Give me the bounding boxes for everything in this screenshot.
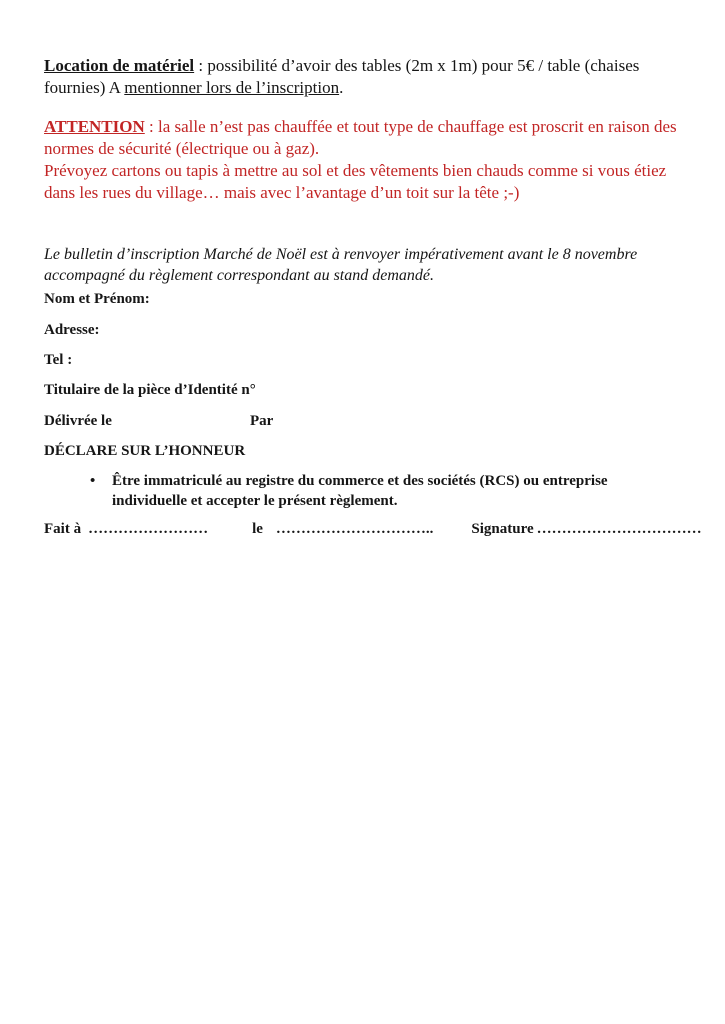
bullet-item <box>44 471 668 511</box>
field-phone-label: Tel : <box>44 352 73 368</box>
field-name-label: Nom et Prénom: <box>44 291 150 307</box>
notice-paragraph <box>44 244 694 286</box>
bullet-marker: • <box>90 473 96 489</box>
warning-sentence-2: Prévoyez cartons ou tapis à mettre au sol et des vêtements bien chauds comme si vous étiez dans les rues du village… mais avec l’avantage d’un toit sur la tête ;-) <box>44 161 667 202</box>
warning-sentence-1: : la salle n’est pas chauffée et tout type de chauffage est proscrit en raison des normes de sécurité (électrique ou à gaz). <box>44 117 677 158</box>
bullet-text: Être immatriculé au registre du commerce et des sociétés (RCS) ou entreprise individuelle et accepter le présent règlement. <box>112 473 608 509</box>
signature-line <box>44 521 702 538</box>
intro-title: Location de matériel <box>44 56 195 75</box>
field-issued-by-label: Par <box>250 413 274 429</box>
intro-underlined-phrase: mentionner lors de l’inscription <box>124 78 340 97</box>
signature-label: Signature <box>471 521 534 537</box>
intro-period: . <box>339 78 344 97</box>
intro-paragraph <box>44 55 685 99</box>
made-at-dotted-blank: …………………… <box>88 521 209 537</box>
date-label: le <box>252 521 263 537</box>
signature-dotted-blank: …………………………… <box>536 521 702 537</box>
warning-paragraph <box>44 116 688 204</box>
field-id-holder-label: Titulaire de la pièce d’Identité n° <box>44 382 256 398</box>
declaration-heading: DÉCLARE SUR L’HONNEUR <box>44 443 246 459</box>
field-address-label: Adresse: <box>44 322 100 338</box>
made-at-label: Fait à <box>44 521 82 537</box>
notice-text: Le bulletin d’inscription Marché de Noël est à renvoyer impérativement avant le 8 novembre accompagné du règlement correspondant au stand demandé. <box>44 246 638 284</box>
intro-body: : possibilité d’avoir des tables (2m x 1m) pour 5€ / table (chaises fournies) A <box>44 56 640 97</box>
field-issued-row <box>44 412 684 431</box>
field-issued-label: Délivrée le <box>44 413 112 429</box>
date-dotted-blank: ………………………….. <box>275 521 434 537</box>
warning-title: ATTENTION <box>44 117 145 136</box>
